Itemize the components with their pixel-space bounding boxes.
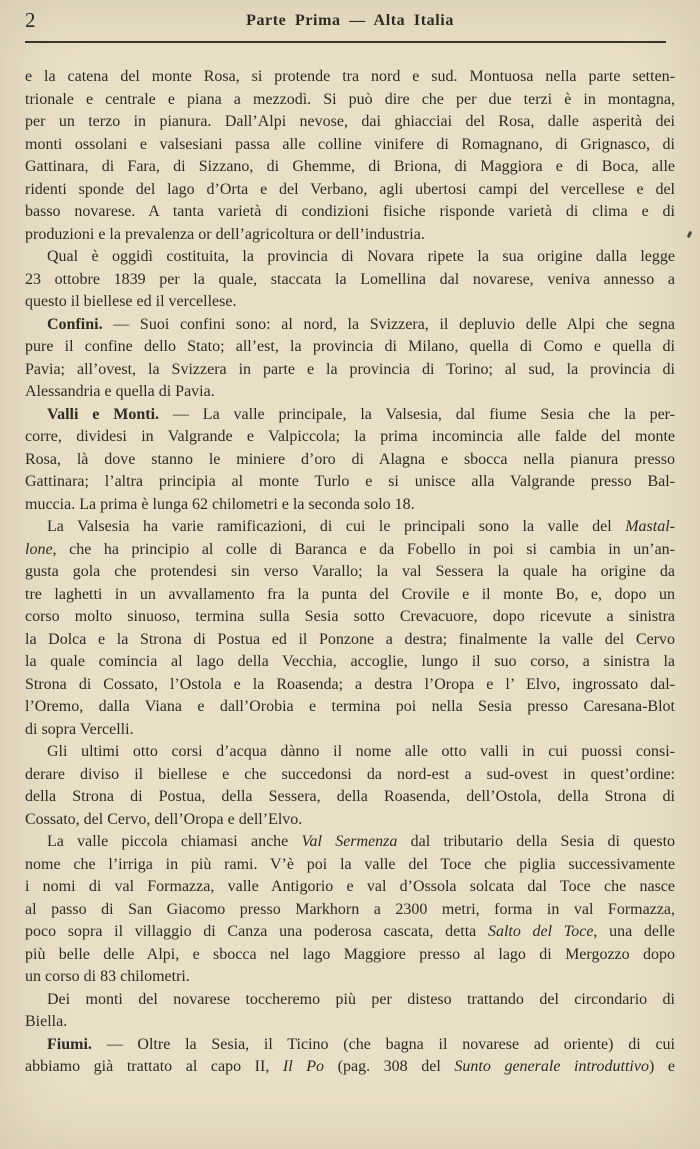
- text-line: abbiamo già trattato al capo II, Il Po (pag. 308 del Sunto generale introduttivo) e: [25, 1058, 676, 1075]
- text-line: di sopra Vercelli.: [25, 720, 134, 738]
- text-line: Gattinara, di Fara, di Sizzano, di Ghemme, di Briona, di Maggiora e di Boca, alle: [25, 158, 675, 175]
- paragraph: [25, 741, 675, 831]
- ink-speck-artifact: [687, 231, 693, 239]
- text-line: Strona di Cossato, l’Ostola e la Roasenda; a destra l’Oropa e l’ Elvo, ingrossato dal-: [25, 675, 675, 693]
- text-line: muccia. La prima è lunga 62 chilometri e la seconda solo 18.: [25, 495, 415, 513]
- text-line: 23 ottobre 1839 per la quale, staccata la Lomellina dal novarese, veniva annesso a: [25, 270, 675, 288]
- text-line: della Strona di Postua, della Sessera, della Roasenda, dell’Ostola, della Strona di: [25, 788, 675, 805]
- text-line: ridenti sponde del lago d’Orta e del Verbano, agli ubertosi campi del vercellese e del: [25, 180, 675, 198]
- text-line: più belle delle Alpi, e sbocca nel lago Maggiore presso al lago di Mergozzo dopo: [25, 945, 675, 963]
- text-line: Rosa, là dove stanno le miniere d’oro di Alagna e sbocca nella pianura presso: [25, 450, 675, 468]
- paragraph: [25, 1034, 675, 1079]
- text-line: lone, che ha principio al colle di Baranca e da Fobello in poi si cambia in un’an-: [25, 540, 675, 558]
- text-line: Cossato, del Cervo, dell’Oropa e dell’Elvo.: [25, 810, 303, 828]
- paragraph: [25, 516, 675, 741]
- text-line: i nomi di val Formazza, valle Antigorio e val d’Ossola solcata dal Toce che nasce: [25, 878, 675, 895]
- text-line: derare diviso il biellese e che succedonsi da nord-est a sud-ovest in quest’ordine:: [25, 765, 675, 783]
- text-line: nome che l’irriga in più rami. V’è poi la valle del Toce che piglia successivamente: [25, 855, 675, 873]
- paragraph: [25, 246, 675, 314]
- text-line: Biella.: [25, 1013, 68, 1030]
- text-line: corso molto sinuoso, termina sulla Sesia sotto Crevacuore, dopo ricevute a sinistra: [25, 608, 675, 625]
- paragraph: [25, 989, 675, 1034]
- text-line: Pavia; all’ovest, la Svizzera in parte e la provincia di Torino; al sud, la provincia di: [25, 360, 675, 378]
- text-line: pure il confine dello Stato; all’est, la provincia di Milano, quella di Como e quella di: [25, 338, 675, 355]
- paragraph: [25, 314, 675, 404]
- text-line: Gli ultimi otto corsi d’acqua dànno il nome alle otto valli in cui puossi consi-: [47, 743, 675, 760]
- text-line: al passo di San Giacomo presso Markhorn a 2300 metri, forma in val Formazza,: [25, 900, 675, 918]
- text-line: gusta gola che protendesi sin verso Varallo; la val Sessera la quale ha origine da: [25, 563, 675, 580]
- text-line: l’Oremo, dalla Viana e dall’Orobia e termina poi nella Sesia presso Caresana-Blot: [25, 698, 675, 715]
- text-line: per un terzo in pianura. Dall’Alpi nevose, dai ghiacciai del Rosa, dalle asperità dei: [25, 113, 675, 130]
- running-title: Parte Prima — Alta Italia: [246, 12, 454, 29]
- text-line: Alessandria e quella di Pavia.: [25, 383, 215, 400]
- text-line: Confini. — Suoi confini sono: al nord, la Svizzera, il depluvio delle Alpi che segna: [47, 315, 675, 333]
- text-line: La Valsesia ha varie ramificazioni, di cui le principali sono la valle del Mastal-: [47, 518, 675, 535]
- page-number: 2: [25, 8, 36, 32]
- text-line: corre, dividesi in Valgrande e Valpiccola; la prima incomincia alle falde del monte: [25, 428, 675, 445]
- text-line: Dei monti del novarese toccheremo più per disteso trattando del circondario di: [47, 990, 675, 1008]
- text-line: Gattinara; l’altra principia al monte Turlo e si unisce alla Valgrande presso Bal-: [25, 473, 675, 490]
- paragraph: [25, 831, 675, 989]
- text-line: un corso di 83 chilometri.: [25, 968, 190, 985]
- text-line: e la catena del monte Rosa, si protende tra nord e sud. Montuosa nella parte setten-: [25, 68, 675, 85]
- paragraph: [25, 404, 675, 517]
- text-line: trionale e centrale e piana a mezzodì. Si può dire che per due terzi è in montagna,: [25, 90, 675, 108]
- text-line: produzioni e la prevalenza or dell’agricoltura or dell’industria.: [25, 225, 425, 243]
- text-line: tre laghetti in un avvallamento fra la punta del Crovile e il monte Bo, e, dopo un: [25, 585, 675, 603]
- text-line: Qual è oggidì costituita, la provincia di Novara ripete la sua origine dalla legge: [47, 248, 675, 265]
- text-line: Fiumi. — Oltre la Sesia, il Ticino (che bagna il novarese ad oriente) di cui: [47, 1035, 675, 1053]
- text-line: la Dolca e la Strona di Postua ed il Ponzone a destra; finalmente la valle del Cervo: [25, 630, 675, 648]
- header-rule: [25, 41, 666, 43]
- text-line: monti ossolani e valsesiani passa alle colline vinifere di Romagnano, di Grignasco, di: [25, 135, 675, 153]
- text-line: La valle piccola chiamasi anche Val Sermenza dal tributario della Sesia di questo: [47, 833, 676, 850]
- text-line: la quale comincia al lago della Vecchia, accoglie, lungo il suo corso, a sinistra la: [25, 653, 675, 670]
- text-line: poco sopra il villaggio di Canza una poderosa cascata, detta Salto del Toce, una delle: [25, 923, 675, 940]
- text-line: Valli e Monti. — La valle principale, la Valsesia, dal fiume Sesia che la per-: [47, 405, 675, 423]
- text-line: questo il biellese ed il vercellese.: [25, 293, 237, 310]
- text-line: basso novarese. A tanta varietà di condizioni fisiche risponde varietà di clima e di: [25, 203, 675, 220]
- page-body: [25, 66, 675, 1079]
- paragraph: [25, 66, 675, 246]
